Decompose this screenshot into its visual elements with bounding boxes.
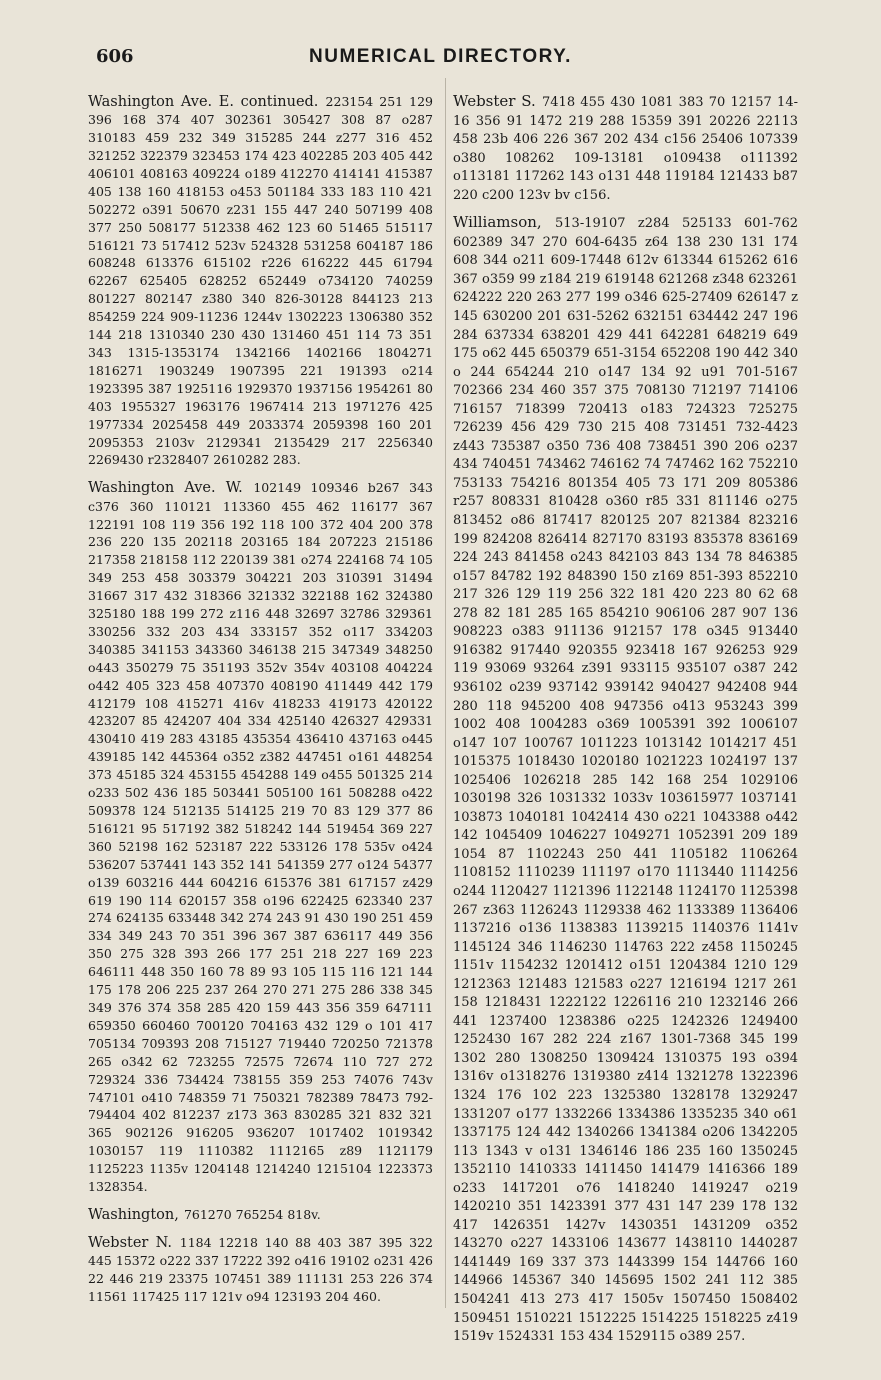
street-heading: Williamson, [453,213,542,232]
page-number: 606 [96,46,134,67]
street-numbers: 761270 765254 818v. [183,1206,321,1222]
page-title: NUMERICAL DIRECTORY. [309,46,572,67]
left-column [88,92,433,1315]
street-heading: Washington Ave. E. continued. [88,94,319,110]
street-heading: Webster S. [453,92,536,110]
street-heading: Webster N. [88,1235,173,1252]
street-entry [88,1233,433,1305]
street-numbers: 102149 109346 b267 343 c376 360 110121 113360 455 462 116177 367 122191 108 119 356 192 118 100 372 404 200 378 236 220 135 202118 203165 184 207223 215186 217358 218158 112 220139 381 o274 224168 74 105 349 253 458 303379 304221 203 310391 31494 31667 317 432 318366 321332 322188 162 324380 325180 188 199 272 z116 448 32697 32786 329361 330256 332 203 434 333157 352 o117 334203 340385 341153 343360 346138 215 347349 348250 o443 350279 75 351193 352v 354v 403108 404224 o442 405 323 458 407370 408190 411449 442 179 412179 108 415271 416v 418233 419173 420122 423207 85 424207 404 334 425140 426327 429331 430410 419 283 43185 435354 436410 437163 o445 439185 142 445364 o352 z382 447451 o161 448254 373 45185 324 453155 454288 149 o455 501325 214 o233 502 436 185 503441 505100 161 508288 o422 509378 124 512135 514125 219 70 83 129 377 86 516121 95 517192 382 518242 144 519454 369 227 360 52198 162 523187 222 533126 178 535v o424 536207 537441 143 352 141 541359 277 o124 54377 o139 603216 444 604216 615376 381 617157 z429 619 190 114 620157 358 o196 622425 623340 237 274 624135 633448 342 274 243 91 430 190 251 459 334 349 243 70 351 396 367 387 636117 449 356 350 275 328 393 266 177 251 218 227 169 223 646111 448 350 160 78 89 93 105 115 116 121 144 175 178 206 225 237 264 270 271 275 286 338 345 349 376 374 358 285 420 159 443 356 359 647111 659350 660460 700120 704163 432 129 o 101 417 705134 709393 208 715127 719440 720250 721378 265 o342 62 723255 72575 72674 110 727 272 729324 336 734424 738155 359 253 74076 743v 747101 o410 748359 71 750321 782389 78473 792-794404 402 812237 z173 363 830285 321 832 321 365 902126 916205 936207 1017402 1019342 1030157 119 1110382 1112165 z89 1121179 1125223 1135v 1204148 1214240 1215104 1223373 1328354. [88,480,433,1195]
street-numbers: 223154 251 129 396 168 374 407 302361 305427 308 87 o287 310183 459 232 349 315285 244 z277 316 452 321252 322379 323453 174 423 402285 203 405 442 406101 408163 409224 o189 412270 414141 415387 405 138 160 418153 o453 501184 333 183 110 421 502272 o391 50670 z231 155 447 240 507199 408 377 250 508177 512338 462 123 60 51465 515117 516121 73 517412 523v 524328 531258 604187 186 608248 613376 615102 r226 616222 445 61794 62267 625405 628252 652449 o734120 740259 801227 802147 z380 340 826-30128 844123 213 854259 224 909-11236 1244v 1302223 1306380 352 144 218 1310340 230 430 131460 451 114 73 351 343 1315-1353174 1342166 1402166 1804271 1816271 1903249 1907395 221 191393 o214 1923395 387 1925116 1929370 1937156 1954261 80 403 1955327 1963176 1967414 213 1971276 425 1977334 2025458 449 2033374 2059398 160 201 2095353 2103v 2129341 2135429 217 2256340 2269430 r2328407 2610282 283. [88,94,433,468]
column-divider [445,78,446,1308]
street-entry [88,92,433,468]
street-numbers: 513-19107 z284 525133 601-762 602389 347 270 604-6435 z64 138 230 131 174 608 344 o211 609-17448 612v 613344 615262 616 367 o359 99 z184 219 619148 621268 z348 623261 624222 220 263 277 199 o346 625-27409 626147 z 145 630200 201 631-5262 632151 634442 247 196 284 637334 638201 429 441 642281 648219 649 175 o62 445 650379 651-3154 652208 190 442 340 o 244 654244 210 o147 134 92 u91 701-5167 702366 234 460 357 375 708130 712197 714106 716157 718399 720413 o183 724323 725275 726239 456 429 730 215 408 731451 732-4423 z443 735387 o350 736 408 738451 390 206 o237 434 740451 743462 746162 74 747462 162 752210 753133 754216 801354 405 73 171 209 805386 r257 808331 810428 o360 r85 331 811146 o275 813452 o86 817417 820125 207 821384 823216 199 824208 826414 827170 83193 835378 836169 224 243 841458 o243 842103 843 134 78 846385 o157 84782 192 848390 150 z169 851-393 852210 217 326 129 119 256 322 181 420 223 80 62 68 278 82 181 285 165 854210 906106 287 907 136 908223 o383 911136 912157 178 o345 913440 916382 917440 920355 923418 167 926253 929 119 93069 93264 z391 933115 935107 o387 242 936102 o239 937142 939142 940427 942408 944 280 118 945200 408 947356 o413 953243 399 1002 408 1004283 o369 1005391 392 1006107 o147 107 100767 1011223 1013142 1014217 451 1015375 1018430 1020180 1021223 1024197 137 1025406 1026218 285 142 168 254 1029106 1030198 326 1031332 1033v 103615977 1037141 103873 1040181 1042414 430 o221 1043388 o442 142 1045409 1046227 1049271 1052391 209 189 1054 87 1102243 250 441 1105182 1106264 1108152 1110239 111197 o170 1113440 1114256 o244 1120427 1121396 1122148 1124170 1125398 267 z363 1126243 1129338 462 1133389 1136406 1137216 o136 1138383 1139215 1140376 1141v 1145124 346 1146230 114763 222 z458 1150245 1151v 1154232 1201412 o151 1204384 1210 129 1212363 121483 121583 o227 1216194 1217 261 158 1218431 1222122 1226116 210 1232146 266 441 1237400 1238386 o225 1242326 1249400 1252430 167 282 224 z167 1301-7368 345 199 1302 280 1308250 1309424 1310375 193 o394 1316v o1318276 1319380 z414 1321278 1322396 1324 176 102 223 1325380 1328178 1329247 1331207 o177 1332266 1334386 1335235 340 o61 1337175 124 442 1340266 1341384 o206 1342205 113 1343 v o131 1346146 186 235 160 1350245 1352110 1410333 1411450 141479 1416366 189 o233 1417201 o76 1418240 1419247 o219 1420210 351 1423391 377 431 147 239 178 132 417 1426351 1427v 1430351 1431209 o352 143270 o227 1433106 143677 1438110 1440287 1441449 169 337 373 1443399 154 144766 160 144966 145367 340 145695 1502 241 112 385 1504241 413 273 417 1505v 1507450 1508402 1509451 1510221 1512225 1514225 1518225 z419 1519v 1524331 153 434 1529115 o389 257. [453,216,798,1345]
street-entry [453,213,798,1344]
street-entry [453,92,798,203]
page-header [96,46,785,76]
right-column [453,92,798,1355]
street-numbers: 7418 455 430 1081 383 70 12157 14-16 356 91 1472 219 288 15359 391 20226 22113 458 23b 406 226 367 202 434 c156 25406 107339 o380 108262 109-13181 o109438 o111392 o113181 117262 143 o131 448 119184 121433 b87 220 c200 123v bv c156. [453,95,798,203]
street-heading: Washington, [88,1206,179,1223]
street-entry [88,478,433,1195]
street-numbers: 1184 12218 140 88 403 387 395 322 445 15372 o222 337 17222 392 o416 19102 o231 426 22 446 219 23375 107451 389 111131 253 226 374 11561 117425 117 121v o94 123193 204 460. [88,1235,433,1305]
street-entry [88,1205,433,1223]
street-heading: Washington Ave. W. [88,480,243,497]
